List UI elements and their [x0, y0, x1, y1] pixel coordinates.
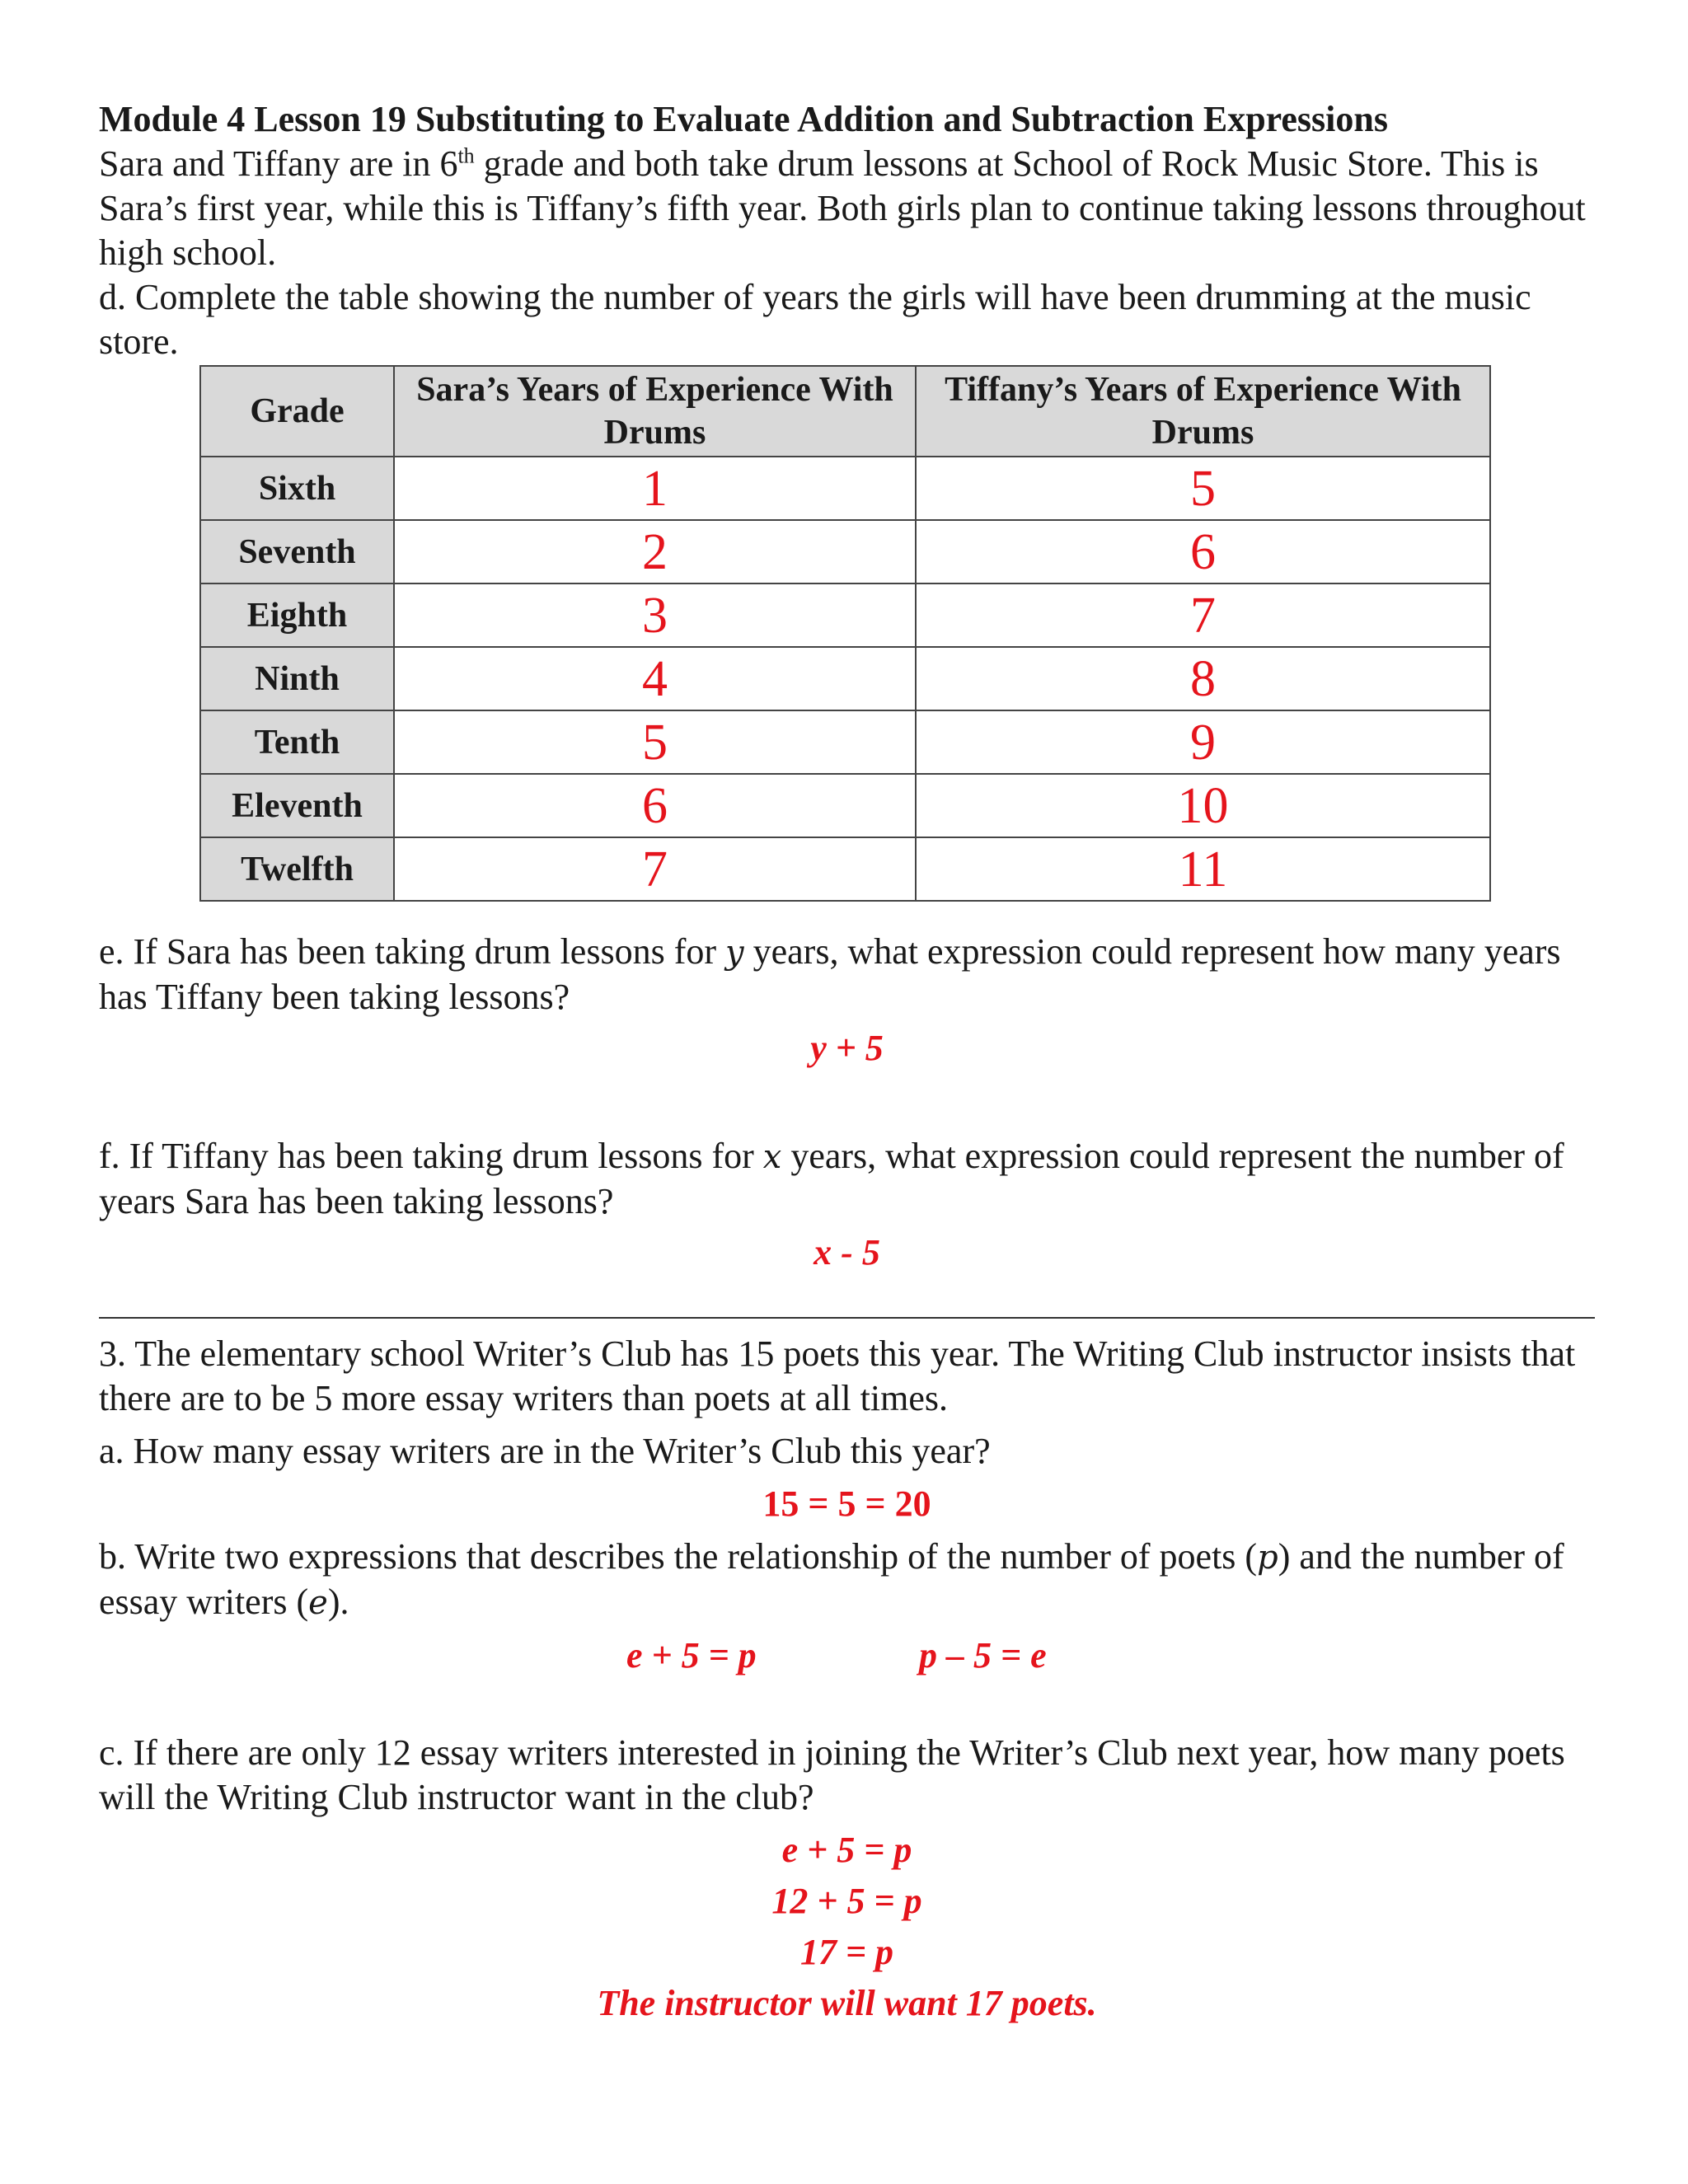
grade-cell: Ninth [200, 647, 394, 710]
q3-part-b-prompt [99, 1535, 1595, 1625]
part-f-variable: x [762, 1138, 782, 1176]
grade-cell: Twelfth [200, 837, 394, 901]
table-row [200, 710, 1490, 774]
part-e-variable: y [725, 934, 744, 972]
q3-b-text-post: ). [327, 1582, 349, 1622]
header-sara: Sara’s Years of Experience With Drums [394, 366, 916, 457]
part-e-prompt [99, 930, 1595, 1019]
q3-b-variable-p: p [1257, 1539, 1278, 1577]
table-row [200, 457, 1490, 520]
part-f-section [99, 1134, 1595, 1275]
tiffany-years-cell: 7 [916, 583, 1490, 647]
sara-years-cell: 7 [394, 837, 916, 901]
tiffany-years-cell: 8 [916, 647, 1490, 710]
part-f-text-pre: f. If Tiffany has been taking drum lessons for [99, 1136, 763, 1176]
intro-paragraph [99, 142, 1595, 275]
q3-part-c-prompt: c. If there are only 12 essay writers interested in joining the Writer’s Club next year, how many poets will the Writing Club instructor want in the club? [99, 1732, 1565, 1817]
question-3-section [99, 1332, 1595, 2026]
q3-c-work-line: 17 = p [799, 1932, 894, 1972]
grade-cell: Eighth [200, 583, 394, 647]
q3-b-answer-1: e + 5 = p [626, 1635, 757, 1675]
table-row [200, 520, 1490, 583]
part-e-text-post: years, what expression could represent how many years has Tiffany been taking lessons? [99, 931, 1561, 1017]
q3-part-a-answer: 15 = 5 = 20 [762, 1483, 931, 1524]
table-header-row [200, 366, 1490, 457]
table-row [200, 647, 1490, 710]
sara-years-cell: 1 [394, 457, 916, 520]
part-f-text-post: years, what expression could represent the number of years Sara has been taking lessons? [99, 1136, 1564, 1221]
part-e-answer: y + 5 [810, 1028, 884, 1068]
sara-years-cell: 6 [394, 774, 916, 837]
tiffany-years-cell: 9 [916, 710, 1490, 774]
grade-cell: Sixth [200, 457, 394, 520]
sara-years-cell: 4 [394, 647, 916, 710]
page-title: Module 4 Lesson 19 Substituting to Evaluate Addition and Subtraction Expressions [99, 99, 1388, 139]
tiffany-years-cell: 10 [916, 774, 1490, 837]
q3-intro: 3. The elementary school Writer’s Club has 15 poets this year. The Writing Club instructor insists that there are to be 5 more essay writers than poets at all times. [99, 1333, 1576, 1418]
q3-part-b-answers [99, 1633, 1595, 1686]
grade-cell: Seventh [200, 520, 394, 583]
q3-b-text-pre: b. Write two expressions that describes the relationship of the number of poets ( [99, 1536, 1258, 1577]
q3-part-a-prompt: a. How many essay writers are in the Writer’s Club this year? [99, 1431, 991, 1471]
tiffany-years-cell: 11 [916, 837, 1490, 901]
q3-b-answer-2: p – 5 = e [919, 1635, 1047, 1675]
intro-superscript: th [457, 143, 475, 168]
sara-years-cell: 5 [394, 710, 916, 774]
q3-c-conclusion: The instructor will want 17 poets. [597, 1983, 1097, 2023]
q3-c-work-line: e + 5 = p [781, 1830, 912, 1870]
intro-text-pre: Sara and Tiffany are in 6 [99, 143, 458, 184]
part-f-prompt [99, 1134, 1595, 1224]
part-f-answer: x - 5 [814, 1232, 880, 1272]
q3-c-work-line: 12 + 5 = p [771, 1881, 922, 1921]
grade-cell: Eleventh [200, 774, 394, 837]
header-grade: Grade [200, 366, 394, 457]
tiffany-years-cell: 6 [916, 520, 1490, 583]
worksheet-page [99, 97, 1595, 2023]
grade-cell: Tenth [200, 710, 394, 774]
header-tiffany: Tiffany’s Years of Experience With Drums [916, 366, 1490, 457]
q3-b-variable-e: e [308, 1584, 328, 1622]
intro-text-post: grade and both take drum lessons at School of Rock Music Store. This is Sara’s first year, while this is Tiffany’s fifth year. Both girls plan to continue taking lessons throughout high school. [99, 143, 1586, 273]
part-e-section [99, 930, 1595, 1071]
section-divider [99, 1317, 1595, 1319]
table-row [200, 837, 1490, 901]
q3-b-text-mid: ) and the number of essay writers ( [99, 1536, 1564, 1622]
table-row [200, 774, 1490, 837]
experience-table [199, 365, 1491, 902]
table-row [200, 583, 1490, 647]
part-e-text-pre: e. If Sara has been taking drum lessons for [99, 931, 726, 972]
sara-years-cell: 3 [394, 583, 916, 647]
tiffany-years-cell: 5 [916, 457, 1490, 520]
sara-years-cell: 2 [394, 520, 916, 583]
part-d-prompt: d. Complete the table showing the number of years the girls will have been drumming at the music store. [99, 277, 1531, 362]
